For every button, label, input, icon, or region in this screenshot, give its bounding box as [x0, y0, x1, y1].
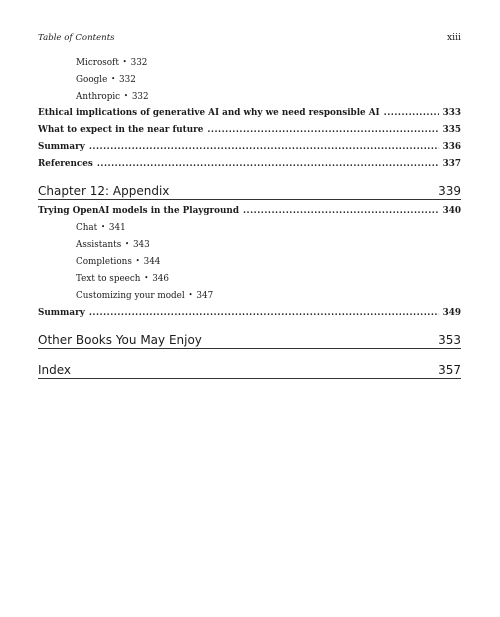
entry-title: Summary — [38, 142, 85, 152]
toc-entry-playground[interactable] — [38, 206, 461, 216]
toc-entry-near-future[interactable] — [38, 125, 461, 135]
subentry-title: Assistants — [76, 240, 122, 250]
toc-entry-summary[interactable] — [38, 142, 461, 152]
bullet-separator: • — [144, 274, 149, 282]
bullet-separator: • — [135, 257, 140, 265]
toc-subentry-completions[interactable] — [76, 257, 160, 267]
entry-page: 336 — [442, 142, 461, 152]
entry-title: References — [38, 159, 93, 169]
toc-subentry-customizing-model[interactable] — [76, 291, 213, 301]
bullet-separator: • — [125, 240, 130, 248]
chapter-divider — [38, 378, 461, 379]
subentry-page: 347 — [196, 291, 214, 301]
entry-title: Ethical implications of generative AI and why we need responsible AI — [38, 108, 380, 118]
subentry-page: 341 — [108, 223, 126, 233]
toc-index[interactable] — [38, 363, 461, 377]
dot-leader — [89, 142, 439, 152]
toc-subentry-assistants[interactable] — [76, 240, 150, 250]
subentry-page: 332 — [130, 58, 148, 68]
chapter-page: 339 — [438, 184, 461, 198]
dot-leader — [97, 159, 439, 169]
chapter-divider — [38, 348, 461, 349]
subentry-title: Microsoft — [76, 58, 119, 68]
subentry-page: 344 — [143, 257, 161, 267]
entry-title: Summary — [38, 308, 85, 318]
subentry-title: Chat — [76, 223, 98, 233]
subentry-title: Google — [76, 75, 108, 85]
toc-subentry-anthropic[interactable] — [76, 92, 149, 102]
bullet-separator: • — [188, 291, 193, 299]
chapter-page: 357 — [438, 363, 461, 377]
subentry-title: Customizing your model — [76, 291, 185, 301]
toc-entry-summary-ch12[interactable] — [38, 308, 461, 318]
dot-leader — [207, 125, 438, 135]
chapter-title: Chapter 12: Appendix — [38, 184, 170, 198]
toc-other-books[interactable] — [38, 333, 461, 347]
toc-subentry-microsoft[interactable] — [76, 58, 147, 68]
running-header-title: Table of Contents — [38, 33, 115, 43]
bullet-separator: • — [100, 223, 106, 231]
chapter-divider — [38, 199, 461, 200]
toc-entry-references[interactable] — [38, 159, 461, 169]
entry-page: 335 — [442, 125, 461, 135]
subentry-page: 346 — [152, 274, 169, 284]
chapter-title: Other Books You May Enjoy — [38, 333, 202, 347]
bullet-separator: • — [122, 58, 127, 66]
subentry-title: Anthropic — [76, 92, 121, 102]
toc-subentry-chat[interactable] — [76, 223, 126, 233]
entry-page: 337 — [442, 159, 461, 169]
toc-chapter-12[interactable] — [38, 184, 461, 198]
chapter-page: 353 — [438, 333, 461, 347]
toc-subentry-google[interactable] — [76, 75, 136, 85]
dot-leader — [243, 206, 439, 216]
subentry-page: 332 — [131, 92, 149, 102]
subentry-page: 332 — [119, 75, 136, 85]
dot-leader — [89, 308, 439, 318]
entry-title: What to expect in the near future — [38, 125, 204, 135]
entry-page: 340 — [442, 206, 461, 216]
bullet-separator: • — [111, 75, 116, 83]
subentry-page: 343 — [132, 240, 150, 250]
subentry-title: Text to speech — [76, 274, 141, 284]
entry-title: Trying OpenAI models in the Playground — [38, 206, 239, 216]
page-number: xiii — [447, 32, 461, 43]
toc-entry-ethical-implications[interactable] — [38, 108, 461, 118]
entry-page: 349 — [442, 308, 461, 318]
entry-page: 333 — [442, 108, 461, 118]
chapter-title: Index — [38, 363, 72, 377]
dot-leader — [384, 108, 439, 118]
subentry-title: Completions — [76, 257, 132, 267]
bullet-separator: • — [123, 92, 129, 100]
toc-subentry-text-to-speech[interactable] — [76, 274, 169, 284]
